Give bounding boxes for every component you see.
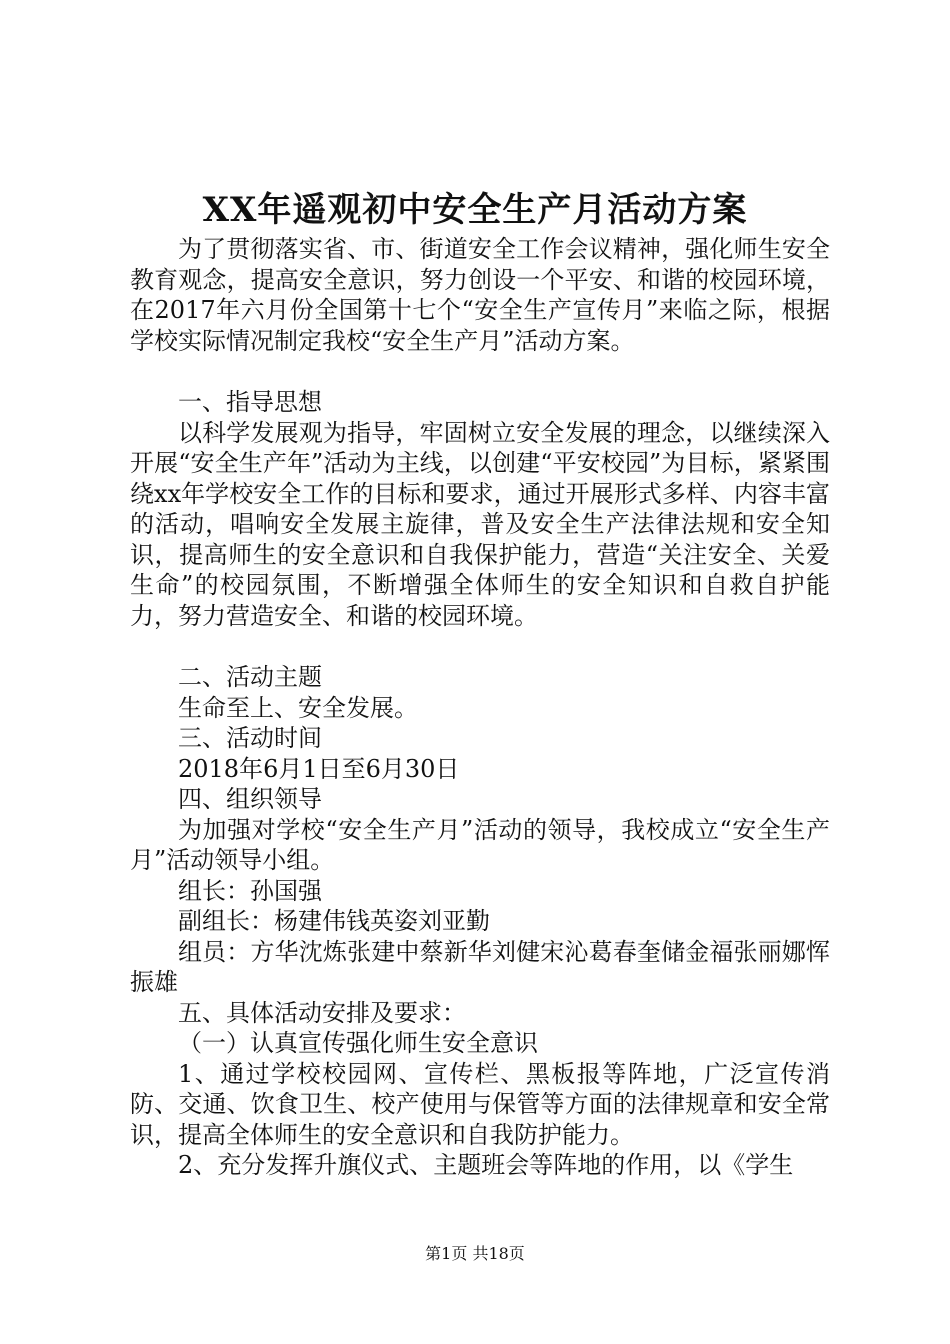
guiding-ideology-paragraph: 以科学发展观为指导，牢固树立安全发展的理念，以继续深入开展“安全生产年”活动为主线，以创建“平安校园”为目标，紧紧围绕xx年学校安全工作的目标和要求，通过开展形式多样、内容丰富的活动，唱响安全发展主旋律，普及安全生产法律法规和安全知识，提高师生的安全意识和自我保护能力，营造“关注安全、关爱生命”的校园氛围，不断增强全体师生的安全知识和自救自护能力，努力营造安全、和谐的校园环境。 [130,418,830,630]
time-text: 2018年6月1日至6月30日 [178,754,460,783]
section-heading-organization: 四、组织领导 [178,785,322,813]
section-heading-time: 三、活动时间 [178,724,322,752]
vice-leader-line: 副组长：杨建伟钱英姿刘亚勤 [178,907,490,935]
subsection-heading-awareness: （一）认真宣传强化师生安全意识 [178,1029,538,1057]
members-paragraph: 组员：方华沈炼张建中蔡新华刘健宋沁葛春奎储金福张丽娜恽振雄 [130,937,830,996]
theme-text: 生命至上、安全发展。 [178,693,418,722]
page-number-footer: 第1页 共18页 [425,1244,525,1263]
section-heading-guiding-ideology: 一、指导思想 [178,388,322,416]
intro-paragraph: 为了贯彻落实省、市、街道安全工作会议精神，强化师生安全教育观念，提高安全意识，努力创设一个平安、和谐的校园环境，在2017年六月份全国第十七个“安全生产宣传月”来临之际，根据学校实际情况制定我校“安全生产月”活动方案。 [130,235,830,355]
activity-item-1: 1、通过学校校园网、宣传栏、黑板报等阵地，广泛宣传消防、交通、饮食卫生、校产使用与保管等方面的法律规章和安全常识，提高全体师生的安全意识和自我防护能力。 [130,1059,830,1149]
activity-item-2: 2、充分发挥升旗仪式、主题班会等阵地的作用，以《学生 [178,1151,794,1179]
section-heading-theme: 二、活动主题 [178,663,322,691]
section-heading-activities: 五、具体活动安排及要求： [178,998,466,1027]
leader-line: 组长：孙国强 [178,876,322,905]
document-body [130,234,830,1181]
organization-paragraph: 为加强对学校“安全生产月”活动的领导，我校成立“安全生产月”活动领导小组。 [130,815,830,874]
document-title: XX年遥观初中安全生产月活动方案 [202,190,748,230]
